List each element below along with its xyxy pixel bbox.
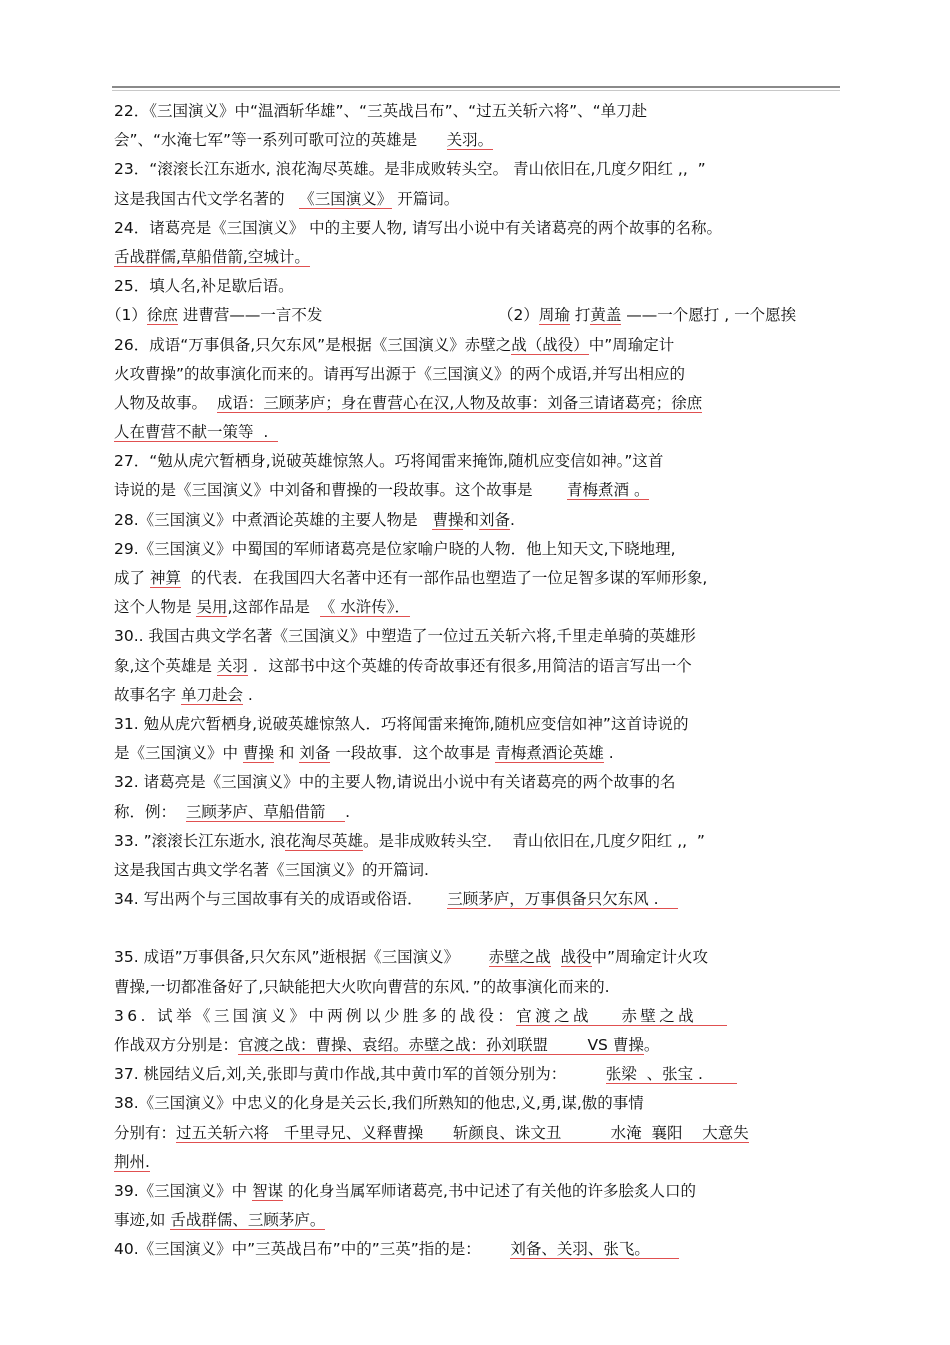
q25-line1: 25．填人名,补足歇后语。 (114, 277, 294, 296)
q37-line1: 37. 桃园结义后,刘,关,张即与黄巾作战,其中黄巾军的首领分别为： 张梁 、张宝 . (114, 1065, 738, 1084)
q36-answer2: 赤壁之战 (621, 1006, 698, 1025)
q26-line1: 26．成语“万事俱备,只欠东风”是根据《三国演义》赤壁之战（战役）中”周瑜定计 (114, 335, 675, 354)
q25-answer1: 徐庶 (146, 306, 178, 325)
q30-line3: 故事名字 单刀赴会 . (114, 685, 253, 704)
q29-line1: 29.《三国演义》中蜀国的军师诸葛亮是位家喻户晓的人物．他上知天文,下晓地理, (114, 539, 676, 558)
header-rule (112, 86, 840, 88)
q22-line2: 会”、“水淹七军”等一系列可歌可泣的英雄是 关羽。 (114, 131, 494, 150)
q37-answer2: 、张宝 (646, 1065, 694, 1084)
q36-answer1: 官渡之战 (516, 1006, 592, 1025)
q31-answer1: 曹操 (242, 744, 274, 763)
q23-line1: 23．“滚滚长江东逝水, 浪花淘尽英雄。是非成败转头空。 青山依旧在,几度夕阳红 ,, ” (114, 160, 706, 179)
q22-answer: 关羽。 (446, 131, 494, 150)
q27-answer: 青梅煮酒 (567, 481, 630, 500)
q29-answer3: 《 水浒传》． (319, 598, 410, 617)
q38-line2: 分别有：过五关斩六将 千里寻兄、义释曹操 斩颜良、诛文丑 水淹 襄阳 大意失 (114, 1123, 749, 1142)
q34-answer: 三顾茅庐，万事俱备只欠东风 (447, 890, 649, 909)
q32-line1: 32. 诸葛亮是《三国演义》中的主要人物,请说出小说中有关诸葛亮的两个故事的名 (114, 773, 676, 792)
q31-line2: 是《三国演义》中 曹操 和 刘备 一段故事．这个故事是 青梅煮酒论英雄 . (114, 744, 614, 763)
q26-line4: 人在曹营不献一策等 . (114, 423, 279, 442)
q25-line2: （1）徐庶 进曹营——一言不发 （2）周瑜 打黄盖 ——一个愿打 , 一个愿挨 (106, 306, 797, 325)
q24-line1: 24．诸葛亮是《三国演义》 中的主要人物, 请写出小说中有关诸葛亮的两个故事的名称。 (114, 218, 723, 237)
q35-line2: 曹操,一切都准备好了,只缺能把大火吹向曹营的东风．”的故事演化而来的. (114, 977, 610, 996)
q33-line2: 这是我国古典文学名著《三国演义》的开篇词. (114, 860, 429, 879)
q35-line1: 35. 成语”万事俱备,只欠东风”逝根据《三国演义》 赤壁之战 战役中”周瑜定计火攻 (114, 948, 709, 967)
q30-answer2: 单刀赴会 (180, 685, 243, 704)
q23-answer: 《三国演义》 (299, 189, 393, 208)
header-rule-thin (112, 90, 840, 91)
q40-line1: 40.《三国演义》中”三英战吕布”中的”三英”指的是： 刘备、关羽、张飞。 (114, 1235, 844, 1264)
q30-line1: 30.. 我国古典文学名著《三国演义》中塑造了一位过五关斩六将,千里走单骑的英雄形 (114, 627, 696, 646)
q36-line2: 作战双方分别是：官渡之战：曹操、袁绍。赤壁之战：孙刘联盟 VS 曹操。 (114, 1036, 660, 1054)
q29-line2: 成了 神算 的代表．在我国四大名著中还有一部作品也塑造了一位足智多谋的军师形象, (114, 569, 708, 587)
q38-line1: 38.《三国演义》中忠义的化身是关云长,我们所熟知的他忠,义,勇,谋,傲的事情 (114, 1094, 644, 1113)
q37-answer1: 张梁 (605, 1065, 637, 1084)
q25-answer2: 周瑜 (538, 306, 570, 325)
q39-answer2: 舌战群儒、三顾茅庐。 (170, 1211, 326, 1230)
q30-answer1: 关羽 (216, 656, 248, 675)
q29-answer1: 神算 (149, 569, 181, 587)
q39-line2: 事迹,如 舌战群儒、三顾茅庐。 (114, 1211, 326, 1230)
q24-answer: 舌战群儒,草船借箭,空城计。 (114, 247, 310, 266)
q39-answer1: 智谋 (252, 1181, 284, 1200)
q31-line1: 31. 勉从虎穴暂栖身,说破英雄惊煞人．巧将闻雷来掩饰,随机应变信如神”这首诗说的 (114, 714, 689, 733)
q24-line2 (114, 243, 844, 272)
q36-answer3: 官渡之战：曹操、袁绍。赤壁之战：孙刘联盟 (238, 1036, 549, 1054)
q27-line2: 诗说的是《三国演义》中刘备和曹操的一段故事。这个故事是 青梅煮酒 。 (114, 481, 650, 500)
q39-line1: 39.《三国演义》中 智谋 的化身当属军师诸葛亮,书中记述了有关他的许多脍炙人口的 (114, 1181, 696, 1200)
question-list (106, 97, 844, 1265)
q36-line1: 36. 试举《三国演义》中两例以少胜多的战役：官渡之战 赤壁之战 (114, 1002, 844, 1031)
q38-answer1: 过五关斩六将 千里寻兄、义释曹操 斩颜良、诛文丑 水淹 襄阳 大意失 (176, 1123, 749, 1142)
q35-answer2: 战役 (560, 948, 592, 967)
q40-answer: 刘备、关羽、张飞。 (510, 1240, 650, 1259)
q32-answer: 三顾茅庐、草船借箭 (185, 802, 326, 821)
q28-answer2: 刘备 (478, 510, 510, 529)
q28-line1: 28.《三国演义》中煮酒论英雄的主要人物是 曹操和刘备. (114, 510, 515, 529)
q31-answer3: 青梅煮酒论英雄 (495, 744, 604, 763)
q26-answer3: 人在曹营不献一策等 (114, 423, 254, 442)
q26-line2: 火攻曹操”的故事演化而来的。请再写出源于《三国演义》的两个成语,并写出相应的 (114, 364, 685, 383)
q27-line1: 27．“勉从虎穴暂栖身,说破英雄惊煞人。巧将闻雷来掩饰,随机应变信如神。”这首 (114, 452, 664, 471)
q28-answer1: 曹操 (432, 510, 464, 529)
q32-line2: 称．例： 三顾茅庐、草船借箭 . (114, 802, 351, 821)
q33-answer: 花淘尽英雄 (285, 831, 363, 850)
q38-answer2: 荆州. (114, 1152, 150, 1171)
q26-answer1: 战（战役） (511, 335, 589, 354)
q25-answer3: 黄盖 (590, 306, 622, 325)
q36-answer4: VS 曹操 (587, 1036, 644, 1054)
q26-answer2: 成语：三顾茅庐；身在曹营心在汉,人物及故事：刘备三请诸葛亮；徐庶 (216, 393, 703, 412)
q38-line3 (114, 1148, 844, 1177)
q30-line2: 象,这个英雄是 关羽 ．这部书中这个英雄的传奇故事还有很多,用简洁的语言写出一个 (114, 656, 692, 675)
q29-answer2: 吴用 (196, 598, 228, 617)
q26-line3: 人物及故事。 成语：三顾茅庐；身在曹营心在汉,人物及故事：刘备三请诸葛亮；徐庶 (114, 393, 703, 412)
q34-line1: 34. 写出两个与三国故事有关的成语或俗语． 三顾茅庐，万事俱备只欠东风 . (114, 890, 679, 909)
q23-line2: 这是我国古代文学名著的 《三国演义》 开篇词。 (114, 189, 460, 208)
q35-answer1: 赤壁之战 (488, 948, 551, 967)
q33-line1: 33. ”滚滚长江东逝水, 浪花淘尽英雄。是非成败转头空． 青山依旧在,几度夕阳红 ,, ” (114, 831, 705, 850)
q31-answer2: 刘备 (299, 744, 331, 763)
q22-line1: 22．《三国演义》中“温酒斩华雄”、“三英战吕布”、“过五关斩六将”、“单刀赴 (114, 102, 648, 120)
q29-line3: 这个人物是 吴用,这部作品是 《 水浒传》． (114, 598, 410, 617)
